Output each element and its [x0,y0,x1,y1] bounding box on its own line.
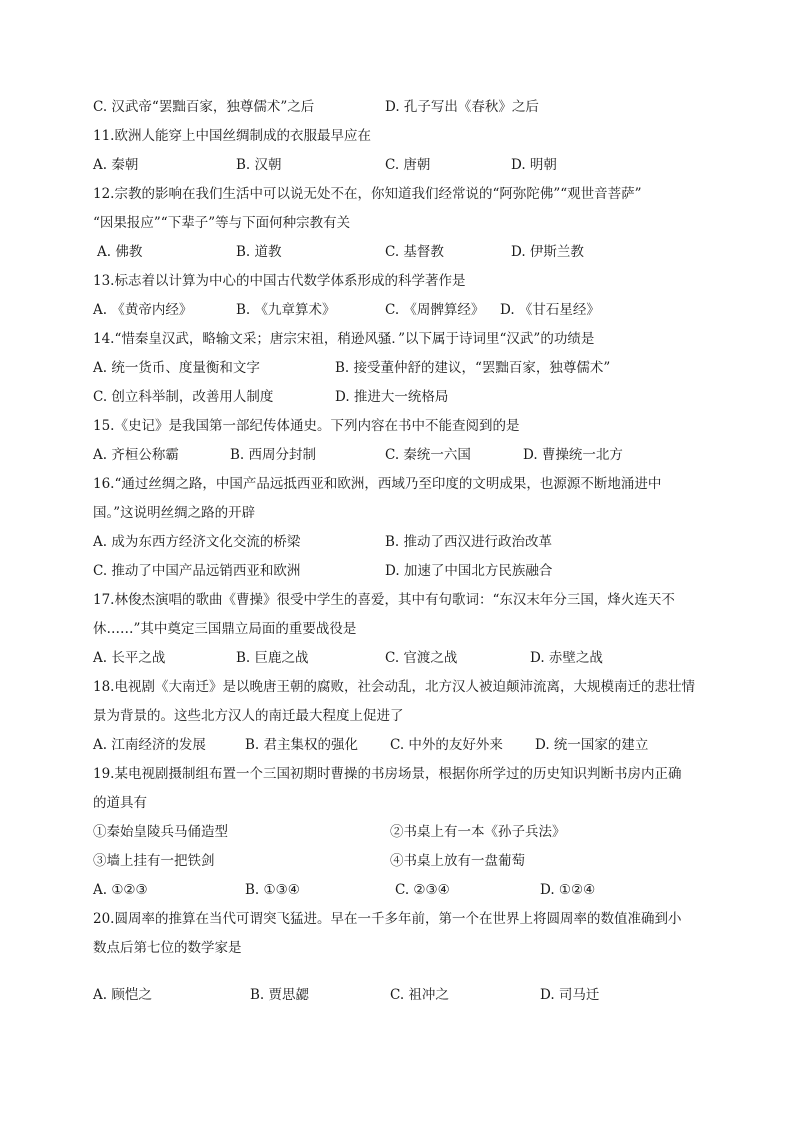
question-20-option-d: D. 司马迁 [540,987,600,1003]
question-10-option-d: D. 孔子写出《春秋》之后 [385,99,539,115]
question-18-stem-line-2: 景为背景的。这些北方汉人的南迁最大程度上促进了 [93,708,404,724]
question-15-option-d: D. 曹操统一北方 [523,447,623,463]
question-19-stem-line-2: 的道具有 [93,795,147,811]
question-13-option-a: A. 《黄帝内经》 [93,302,193,318]
question-19-item-4: ④书桌上放有一盘葡萄 [390,853,525,869]
question-18-option-a: A. 江南经济的发展 [93,737,206,753]
question-12-option-d: D. 伊斯兰教 [511,244,584,260]
question-14-option-d: D. 推进大一统格局 [335,389,449,405]
question-11-option-d: D. 明朝 [511,157,557,173]
question-16-stem-line-2: 国。”这说明丝绸之路的开辟 [93,505,256,521]
question-12-stem-line-2: “因果报应”“下辈子”等与下面何种宗教有关 [93,215,351,231]
question-19-option-a: A. ①②③ [93,882,148,898]
question-17-option-c: C. 官渡之战 [385,650,458,666]
question-16-option-c: C. 推动了中国产品远销西亚和欧洲 [93,563,301,579]
question-11-option-a: A. 秦朝 [93,157,139,173]
question-11-stem: 11.欧洲人能穿上中国丝绸制成的衣服最早应在 [93,128,371,144]
question-11-option-b: B. 汉朝 [236,157,282,173]
question-19-option-b: B. ①③④ [245,882,300,898]
question-20-stem-line-2: 数点后第七位的数学家是 [93,940,242,956]
question-16-option-d: D. 加速了中国北方民族融合 [385,563,553,579]
question-19-stem-line-1: 19.某电视剧摄制组布置一个三国初期时曹操的书房场景，根据你所学过的历史知识判断书房内正确 [93,766,682,782]
question-13-option-b: B. 《九章算术》 [236,302,336,318]
question-18-option-d: D. 统一国家的建立 [535,737,649,753]
question-16-stem-line-1: 16.“通过丝绸之路，中国产品远抵西亚和欧洲，西域乃至印度的文明成果，也源源不断地涌进中 [93,476,662,492]
question-15-option-c: C. 秦统一六国 [385,447,471,463]
question-15-option-a: A. 齐桓公称霸 [93,447,179,463]
question-18-stem-line-1: 18.电视剧《大南迁》是以晚唐王朝的腐败，社会动乱，北方汉人被迫颠沛流离，大规模南迁的悲壮情 [93,679,695,695]
question-12-option-b: B. 道教 [236,244,282,260]
question-10-option-c: C. 汉武帝“罢黜百家，独尊儒术”之后 [93,99,315,115]
question-16-option-a: A. 成为东西方经济文化交流的桥梁 [93,534,301,550]
question-14-option-c: C. 创立科举制，改善用人制度 [93,389,274,405]
question-15-stem: 15.《史记》是我国第一部纪传体通史。下列内容在书中不能查阅到的是 [93,418,520,434]
question-11-option-c: C. 唐朝 [385,157,431,173]
question-13-stem: 13.标志着以计算为中心的中国古代数学体系形成的科学著作是 [93,273,466,289]
question-19-item-1: ①秦始皇陵兵马俑造型 [93,824,228,840]
question-17-option-b: B. 巨鹿之战 [236,650,309,666]
question-12-option-c: C. 基督教 [385,244,444,260]
question-19-item-2: ②书桌上有一本《孙子兵法》 [390,824,566,840]
question-16-option-b: B. 推动了西汉进行政治改革 [385,534,553,550]
question-18-option-c: C. 中外的友好外来 [390,737,503,753]
question-19-option-c: C. ②③④ [395,882,450,898]
question-19-item-3: ③墙上挂有一把铁剑 [93,853,215,869]
question-14-option-b: B. 接受董仲舒的建议，“罢黜百家，独尊儒术” [335,360,611,376]
question-14-stem: 14.“惜秦皇汉武，略输文采；唐宗宋祖，稍逊风骚．”以下属于诗词里“汉武”的功绩是 [93,331,595,347]
question-19-option-d: D. ①②④ [540,882,596,898]
question-17-stem-line-1: 17.林俊杰演唱的歌曲《曹操》很受中学生的喜爱，其中有句歌词：“东汉末年分三国，烽火连天不 [93,592,675,608]
question-13-option-d: D. 《甘石星经》 [500,302,600,318]
question-17-stem-line-2: 休……”其中奠定三国鼎立局面的重要战役是 [93,621,357,637]
question-20-option-b: B. 贾思勰 [250,987,310,1003]
question-20-option-c: C. 祖冲之 [390,987,449,1003]
question-20-stem-line-1: 20.圆周率的推算在当代可谓突飞猛进。早在一千多年前，第一个在世界上将圆周率的数值准确到小 [93,911,682,927]
question-12-option-a: A. 佛教 [97,244,143,260]
question-15-option-b: B. 西周分封制 [230,447,317,463]
question-17-option-d: D. 赤壁之战 [530,650,603,666]
question-14-option-a: A. 统一货币、度量衡和文字 [93,360,260,376]
question-13-option-c: C. 《周髀算经》 [385,302,485,318]
question-12-stem-line-1: 12.宗教的影响在我们生活中可以说无处不在，你知道我们经常说的“阿弥陀佛”“观世音菩萨” [93,186,642,202]
question-17-option-a: A. 长平之战 [93,650,166,666]
question-18-option-b: B. 君主集权的强化 [245,737,359,753]
question-20-option-a: A. 顾恺之 [93,987,152,1003]
